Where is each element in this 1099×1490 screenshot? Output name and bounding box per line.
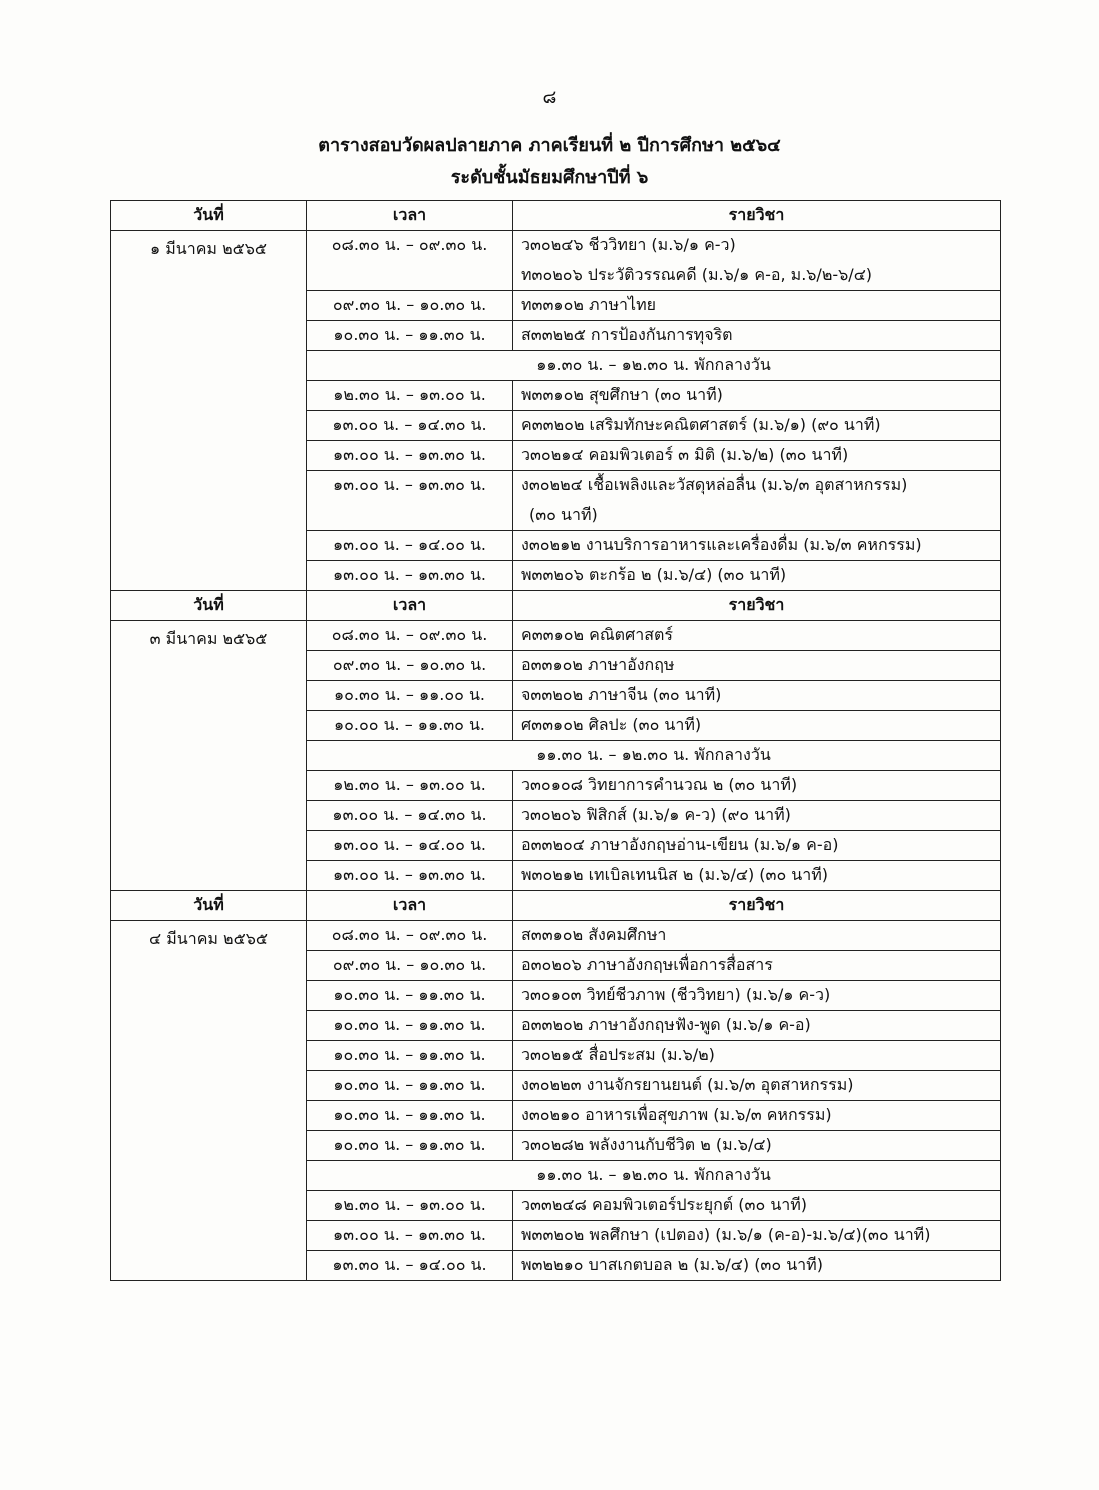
exam-time: ๑๓.๐๐ น. – ๑๔.๓๐ น. — [307, 801, 513, 831]
exam-time: ๑๓.๐๐ น. – ๑๓.๓๐ น. — [307, 861, 513, 891]
page-number: ๘ — [542, 87, 557, 108]
exam-subject: อ๓๓๒๐๔ ภาษาอังกฤษอ่าน-เขียน (ม.๖/๑ ค-อ) — [513, 831, 1001, 861]
exam-time: ๑๓.๐๐ น. – ๑๓.๓๐ น. — [307, 441, 513, 471]
exam-time: ๑๓.๐๐ น. – ๑๓.๓๐ น. — [307, 471, 513, 501]
exam-subject: ว๓๐๒๑๔ คอมพิวเตอร์ ๓ มิติ (ม.๖/๒) (๓๐ นาที) — [513, 441, 1001, 471]
exam-time: ๐๘.๓๐ น. – ๐๙.๓๐ น. — [307, 621, 513, 651]
exam-time: ๑๐.๓๐ น. – ๑๑.๓๐ น. — [307, 1071, 513, 1101]
header-time: เวลา — [307, 591, 513, 621]
exam-subject: ง๓๐๒๒๓ งานจักรยานยนต์ (ม.๖/๓ อุตสาหกรรม) — [513, 1071, 1001, 1101]
exam-subject: ศ๓๓๑๐๒ ศิลปะ (๓๐ นาที) — [513, 711, 1001, 741]
exam-subject: อ๓๓๑๐๒ ภาษาอังกฤษ — [513, 651, 1001, 681]
exam-time: ๑๐.๓๐ น. – ๑๑.๐๐ น. — [307, 681, 513, 711]
header-date: วันที่ — [111, 201, 307, 231]
exam-time: ๑๓.๐๐ น. – ๑๓.๓๐ น. — [307, 561, 513, 591]
exam-subject: พ๓๒๒๑๐ บาสเกตบอล ๒ (ม.๖/๔) (๓๐ นาที) — [513, 1251, 1001, 1281]
exam-subject: พ๓๓๑๐๒ สุขศึกษา (๓๐ นาที) — [513, 381, 1001, 411]
exam-subject: ส๓๓๑๐๒ สังคมศึกษา — [513, 921, 1001, 951]
document-title: ตารางสอบวัดผลปลายภาค ภาคเรียนที่ ๒ ปีการศึกษา ๒๕๖๔ — [318, 135, 781, 156]
exam-subject: ว๓๐๒๘๒ พลังงานกับชีวิต ๒ (ม.๖/๔) — [513, 1131, 1001, 1161]
exam-subject: ท๓๓๑๐๒ ภาษาไทย — [513, 291, 1001, 321]
exam-time: ๑๓.๐๐ น. – ๑๔.๐๐ น. — [307, 531, 513, 561]
exam-time: ๐๘.๓๐ น. – ๐๙.๓๐ น. — [307, 231, 513, 261]
exam-subject: ว๓๓๒๔๘ คอมพิวเตอร์ประยุกต์ (๓๐ นาที) — [513, 1191, 1001, 1221]
header-date: วันที่ — [111, 591, 307, 621]
exam-schedule-table — [110, 200, 1001, 1281]
header-time: เวลา — [307, 891, 513, 921]
exam-subject: จ๓๓๒๐๒ ภาษาจีน (๓๐ นาที) — [513, 681, 1001, 711]
exam-subject: ง๓๐๒๑๐ อาหารเพื่อสุขภาพ (ม.๖/๓ คหกรรม) — [513, 1101, 1001, 1131]
exam-time: ๐๘.๓๐ น. – ๐๙.๓๐ น. — [307, 921, 513, 951]
exam-time: ๑๐.๓๐ น. – ๑๑.๓๐ น. — [307, 1131, 513, 1161]
document-subtitle: ระดับชั้นมัธยมศึกษาปีที่ ๖ — [450, 167, 649, 188]
exam-subject: (๓๐ นาที) — [513, 501, 1001, 531]
exam-time: ๑๐.๓๐ น. – ๑๑.๓๐ น. — [307, 1041, 513, 1071]
exam-subject: ง๓๐๒๒๔ เชื้อเพลิงและวัสดุหล่อลื่น (ม.๖/๓ อุตสาหกรรม) — [513, 471, 1001, 501]
exam-time: ๑๓.๐๐ น. – ๑๔.๐๐ น. — [307, 831, 513, 861]
exam-date: ๔ มีนาคม ๒๕๖๕ — [111, 921, 307, 1281]
lunch-break: ๑๑.๓๐ น. – ๑๒.๓๐ น. พักกลางวัน — [307, 351, 1001, 381]
exam-time: ๑๐.๐๐ น. – ๑๑.๓๐ น. — [307, 711, 513, 741]
exam-time: ๑๐.๓๐ น. – ๑๑.๓๐ น. — [307, 321, 513, 351]
exam-time: ๑๓.๐๐ น. – ๑๔.๓๐ น. — [307, 411, 513, 441]
exam-subject: ส๓๓๒๒๕ การป้องกันการทุจริต — [513, 321, 1001, 351]
exam-time: ๐๙.๓๐ น. – ๑๐.๓๐ น. — [307, 291, 513, 321]
exam-date: ๑ มีนาคม ๒๕๖๕ — [111, 231, 307, 591]
header-subject: รายวิชา — [513, 591, 1001, 621]
exam-subject: อ๓๓๒๐๒ ภาษาอังกฤษฟัง-พูด (ม.๖/๑ ค-อ) — [513, 1011, 1001, 1041]
exam-subject: พ๓๐๒๑๒ เทเบิลเทนนิส ๒ (ม.๖/๔) (๓๐ นาที) — [513, 861, 1001, 891]
header-row — [111, 891, 1001, 921]
exam-time: ๑๓.๐๐ น. – ๑๓.๓๐ น. — [307, 1221, 513, 1251]
exam-subject: อ๓๐๒๐๖ ภาษาอังกฤษเพื่อการสื่อสาร — [513, 951, 1001, 981]
exam-time — [307, 501, 513, 531]
exam-time: ๑๐.๓๐ น. – ๑๑.๓๐ น. — [307, 1101, 513, 1131]
exam-subject: ว๓๐๒๔๖ ชีววิทยา (ม.๖/๑ ค-ว) — [513, 231, 1001, 261]
lunch-break: ๑๑.๓๐ น. – ๑๒.๓๐ น. พักกลางวัน — [307, 741, 1001, 771]
exam-subject: ว๓๐๒๐๖ ฟิสิกส์ (ม.๖/๑ ค-ว) (๙๐ นาที) — [513, 801, 1001, 831]
table-row — [111, 621, 1001, 651]
header-row — [111, 201, 1001, 231]
exam-time: ๐๙.๓๐ น. – ๑๐.๓๐ น. — [307, 951, 513, 981]
exam-time: ๑๐.๓๐ น. – ๑๑.๓๐ น. — [307, 1011, 513, 1041]
exam-subject: ว๓๐๒๑๕ สื่อประสม (ม.๖/๒) — [513, 1041, 1001, 1071]
exam-subject: พ๓๓๒๐๒ พลศึกษา (เปตอง) (ม.๖/๑ (ค-อ)-ม.๖/๔)(๓๐ นาที) — [513, 1221, 1001, 1251]
exam-time: ๐๙.๓๐ น. – ๑๐.๓๐ น. — [307, 651, 513, 681]
exam-time: ๑๓.๓๐ น. – ๑๔.๐๐ น. — [307, 1251, 513, 1281]
exam-subject: ว๓๐๑๐๘ วิทยาการคำนวณ ๒ (๓๐ นาที) — [513, 771, 1001, 801]
header-subject: รายวิชา — [513, 201, 1001, 231]
header-subject: รายวิชา — [513, 891, 1001, 921]
exam-subject: ว๓๐๑๐๓ วิทย์ชีวภาพ (ชีววิทยา) (ม.๖/๑ ค-ว) — [513, 981, 1001, 1011]
exam-subject: พ๓๓๒๐๖ ตะกร้อ ๒ (ม.๖/๔) (๓๐ นาที) — [513, 561, 1001, 591]
exam-subject: ง๓๐๒๑๒ งานบริการอาหารและเครื่องดื่ม (ม.๖/๓ คหกรรม) — [513, 531, 1001, 561]
exam-subject: ค๓๓๑๐๒ คณิตศาสตร์ — [513, 621, 1001, 651]
lunch-break: ๑๑.๓๐ น. – ๑๒.๓๐ น. พักกลางวัน — [307, 1161, 1001, 1191]
exam-subject: ท๓๐๒๐๖ ประวัติวรรณคดี (ม.๖/๑ ค-อ, ม.๖/๒-๖/๔) — [513, 261, 1001, 291]
exam-time: ๑๐.๓๐ น. – ๑๑.๓๐ น. — [307, 981, 513, 1011]
exam-subject: ค๓๓๒๐๒ เสริมทักษะคณิตศาสตร์ (ม.๖/๑) (๙๐ นาที) — [513, 411, 1001, 441]
table-row — [111, 921, 1001, 951]
header-date: วันที่ — [111, 891, 307, 921]
exam-time: ๑๒.๓๐ น. – ๑๓.๐๐ น. — [307, 771, 513, 801]
exam-time: ๑๒.๓๐ น. – ๑๓.๐๐ น. — [307, 1191, 513, 1221]
exam-time: ๑๒.๓๐ น. – ๑๓.๐๐ น. — [307, 381, 513, 411]
header-time: เวลา — [307, 201, 513, 231]
exam-time — [307, 261, 513, 291]
table-row — [111, 231, 1001, 261]
exam-date: ๓ มีนาคม ๒๕๖๕ — [111, 621, 307, 891]
header-row — [111, 591, 1001, 621]
